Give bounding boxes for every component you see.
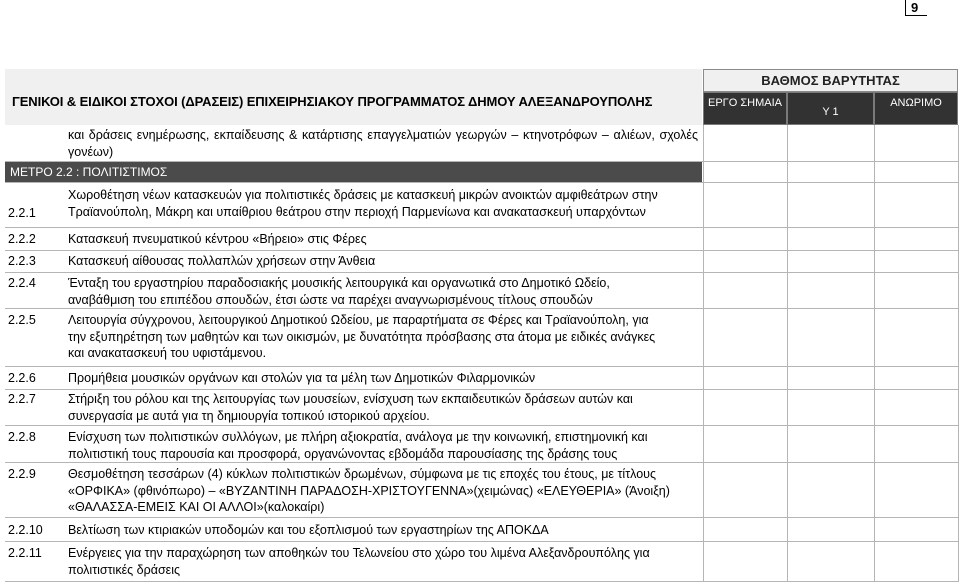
priority-title: ΒΑΘΜΟΣ ΒΑΡΥΤΗΤΑΣ	[703, 69, 958, 92]
intro-text: και δράσεις ενημέρωσης, εκπαίδευσης & κατάρτισης επαγγελματιών γεωργών – κτηνοτρόφων – αλιέων, σχολές γονέων)	[68, 128, 698, 159]
page-title: ΓΕΝΙΚΟΙ & ΕΙΔΙΚΟΙ ΣΤΟΧΟΙ (ΔΡΑΣΕΙΣ) ΕΠΙΧΕΙΡΗΣΙΑΚΟΥ ΠΡΟΓΡΑΜΜΑΤΟΣ ΔΗΜΟΥ ΑΛΕΞΑΝΔΡΟΥΠΟΛΗΣ	[12, 94, 653, 109]
row-code: 2.2.9	[8, 467, 36, 481]
row-text: Λειτουργία σύγχρονου, λειτουργικού Δημοτικού Ωδείου, με παραρτήματα σε Φέρες και Τραϊανούπολη, για την εξυπηρέτηση των μαθητών και των οικισμών, με δυνατότητα πρόσβασης στα άτομα με ειδικές ανάγκες και ανακατασκευή του υφιστάμενου.	[68, 313, 656, 360]
row-code: 2.2.6	[8, 371, 36, 385]
row-code: 2.2.11	[8, 546, 42, 560]
row-text: Προμήθεια μουσικών οργάνων και στολών για τα μέλη των Δημοτικών Φιλαρμονικών	[68, 371, 536, 385]
row-code: 2.2.7	[8, 392, 36, 406]
row-text: Θεσμοθέτηση τεσσάρων (4) κύκλων πολιτιστικών δρωμένων, σύμφωνα με τις εποχές του έτους, με τίτλους «ΟΡΦΙΚΑ» (φθινόπωρο) – «ΒΥΖΑΝΤΙΝΗ ΠΑΡΑΔΟΣΗ-ΧΡΙΣΤΟΥΓΕΝΝΑ»(χειμώνας) «ΕΛΕΥΘΕΡΙΑ» (Άνοιξη) «ΘΑΛΑΣΣΑ-ΕΜΕΙΣ ΚΑΙ ΟΙ ΑΛΛΟΙ»(καλοκαίρι)	[68, 467, 670, 514]
priority-col-immature: ΑΝΩΡΙΜΟ	[874, 92, 958, 125]
row-code: 2.2.5	[8, 313, 36, 327]
row-code: 2.2.3	[8, 254, 36, 268]
row-text: Βελτίωση των κτιριακών υποδομών και του εξοπλισμού των εργαστηρίων της ΑΠΟΚΔΑ	[68, 523, 549, 537]
priority-cells	[703, 125, 958, 582]
priority-col-flagship: ΕΡΓΟ ΣΗΜΑΙΑ	[703, 92, 787, 125]
row-code: 2.2.10	[8, 523, 43, 537]
row-text: Ενέργειες για την παραχώρηση των αποθηκών του Τελωνείου στο χώρο του λιμένα Αλεξανδρουπόλης για πολιτιστικές δράσεις	[68, 546, 650, 577]
row-text: Χωροθέτηση νέων κατασκευών για πολιτιστικές δράσεις με κατασκευή μικρών ανοικτών αμφιθεάτρων στην Τραϊανούπολη, Μάκρη και υπαίθριου θεάτρου στην περιοχή Παρμενίωνα και ανακατασκευή υπαρχόντων	[68, 188, 658, 219]
row-text: Ενίσχυση των πολιτιστικών συλλόγων, με πλήρη αξιοκρατία, ανάλογα με την κοινωνική, επιστημονική και πολιτιστική τους παρουσία και προσφορά, οργανώνοντας εβδομάδα παρουσίασης της δράσης τους	[68, 430, 648, 461]
row-text: Κατασκευή πνευματικού κέντρου «Βήρειο» στις Φέρες	[68, 232, 367, 246]
row-text: Στήριξη του ρόλου και της λειτουργίας των μουσείων, ενίσχυση των εκπαιδευτικών δράσεων αυτών και συνεργασία με αυτά για τη δημιουργία τοπικού ιστορικού αρχείου.	[68, 392, 633, 423]
row-code: 2.2.8	[8, 430, 36, 444]
metro-label: ΜΕΤΡΟ 2.2 : ΠΟΛΙΤΙΣΤΙΜΟΣ	[10, 165, 168, 179]
row-code: 2.2.1	[8, 206, 36, 220]
priority-col-y1: Υ 1	[787, 92, 874, 125]
row-code: 2.2.2	[8, 232, 36, 246]
row-text: Ένταξη του εργαστηρίου παραδοσιακής μουσικής λειτουργικά και οργανωτικά στο Δημοτικό Ωδείο, αναβάθμιση του επιπέδου σπουδών, έτσι ώστε να παρέχει αναγνωρισμένους τίτλους σπουδών	[68, 276, 610, 307]
row-code: 2.2.4	[8, 276, 36, 290]
row-text: Κατασκευή αίθουσας πολλαπλών χρήσεων στην Άνθεια	[68, 254, 376, 268]
page-number: 9	[905, 0, 927, 16]
